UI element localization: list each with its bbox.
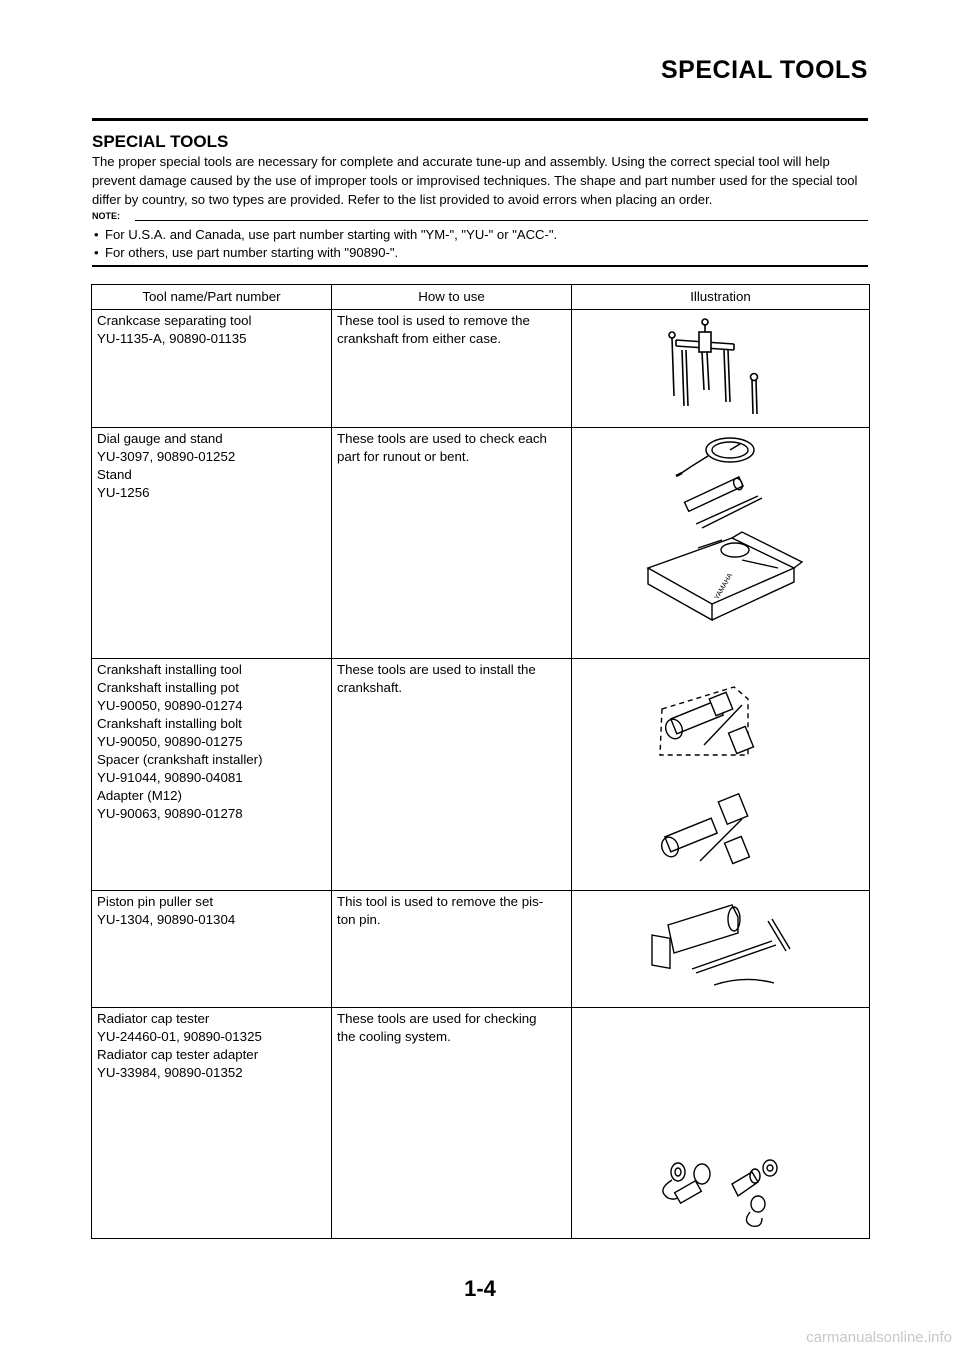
tool-name-cell (92, 659, 332, 891)
header-how-to-use: How to use (332, 285, 572, 310)
how-to-use-line: These tool is used to remove the (337, 313, 530, 328)
tool-name-line: Spacer (crankshaft installer) (97, 752, 263, 767)
radiator-cap-tester-illustration (572, 1008, 870, 1238)
illustration-cell (572, 891, 870, 1008)
tool-name-line: Adapter (M12) (97, 788, 182, 803)
header-tool-name: Tool name/Part number (92, 285, 332, 310)
how-to-use-line: crankshaft. (337, 680, 403, 695)
table-row (92, 310, 870, 428)
note-rule (135, 220, 868, 221)
part-number-line: YU-24460-01, 90890-01325 (97, 1029, 262, 1044)
illustration-cell (572, 1008, 870, 1239)
how-to-use-line: the cooling system. (337, 1029, 451, 1044)
how-to-use-line: This tool is used to remove the pis- (337, 894, 544, 909)
how-to-use-line: part for runout or bent. (337, 449, 470, 464)
tool-name-cell (92, 1008, 332, 1239)
watermark: carmanualsonline.info (806, 1329, 952, 1346)
part-number-line: YU-90063, 90890-01278 (97, 806, 243, 821)
note-item: • For others, use part number starting with "90890-". (92, 244, 557, 262)
note-list (92, 226, 557, 262)
page-title: SPECIAL TOOLS (660, 56, 868, 84)
part-number-line: YU-1256 (97, 485, 150, 500)
intro-paragraph: The proper special tools are necessary for complete and accurate tune-up and assembly. Using the correct special tool will help prevent damage caused by the use of improper tools or improvised techniques. The shape and part number used for the special tool differ by country, so two types are provided. Refer to the list provided to avoid errors when placing an order. (92, 154, 858, 207)
tool-name-line: Crankshaft installing pot (97, 680, 239, 695)
how-to-use-cell (332, 659, 572, 891)
how-to-use-cell (332, 428, 572, 659)
tool-name-cell (92, 428, 332, 659)
table-row (92, 891, 870, 1008)
table-row (92, 1008, 870, 1239)
part-number-line: YU-90050, 90890-01275 (97, 734, 243, 749)
tool-name-cell (92, 891, 332, 1008)
table-header-row (92, 285, 870, 310)
tool-name-line: Crankshaft installing tool (97, 662, 242, 677)
special-tools-table (91, 284, 870, 1239)
tool-name-line: Piston pin puller set (97, 894, 214, 909)
page-number: 1-4 (464, 1276, 496, 1301)
note-item: • For U.S.A. and Canada, use part number starting with "YM-", "YU-" or "ACC-". (92, 226, 557, 244)
how-to-use-line: ton pin. (337, 912, 381, 927)
how-to-use-cell (332, 1008, 572, 1239)
how-to-use-line: These tools are used to install the (337, 662, 536, 677)
tool-name-line: Crankshaft installing bolt (97, 716, 242, 731)
part-number-line: YU-3097, 90890-01252 (97, 449, 236, 464)
table-row (92, 428, 870, 659)
part-number-line: YU-33984, 90890-01352 (97, 1065, 243, 1080)
note-bottom-rule (92, 265, 868, 267)
piston-pin-puller-illustration (572, 891, 870, 1007)
dial-gauge-and-stand-illustration (572, 428, 870, 658)
header-illustration: Illustration (572, 285, 870, 310)
note-label: NOTE: (92, 211, 120, 221)
tool-name-cell (92, 310, 332, 428)
how-to-use-cell (332, 310, 572, 428)
illustration-cell (572, 428, 870, 659)
crankshaft-installing-tool-illustration (572, 659, 870, 890)
tool-name-line: Radiator cap tester adapter (97, 1047, 259, 1062)
section-title: SPECIAL TOOLS (92, 132, 229, 151)
tool-name-line: Dial gauge and stand (97, 431, 223, 446)
tool-name-line: Crankcase separating tool (97, 313, 252, 328)
part-number-line: YU-1135-A, 90890-01135 (97, 331, 247, 346)
kit-brand-label: YAMAHA (713, 572, 735, 601)
crankcase-separating-tool-illustration (572, 310, 870, 427)
tool-name-line: Radiator cap tester (97, 1011, 210, 1026)
how-to-use-cell (332, 891, 572, 1008)
illustration-cell (572, 310, 870, 428)
how-to-use-line: crankshaft from either case. (337, 331, 502, 346)
part-number-line: YU-1304, 90890-01304 (97, 912, 236, 927)
header-rule (92, 118, 868, 121)
part-number-line: YU-91044, 90890-04081 (97, 770, 243, 785)
illustration-cell (572, 659, 870, 891)
table-row (92, 659, 870, 891)
part-number-line: YU-90050, 90890-01274 (97, 698, 243, 713)
how-to-use-line: These tools are used to check each (337, 431, 547, 446)
how-to-use-line: These tools are used for checking (337, 1011, 537, 1026)
tool-name-line: Stand (97, 467, 132, 482)
